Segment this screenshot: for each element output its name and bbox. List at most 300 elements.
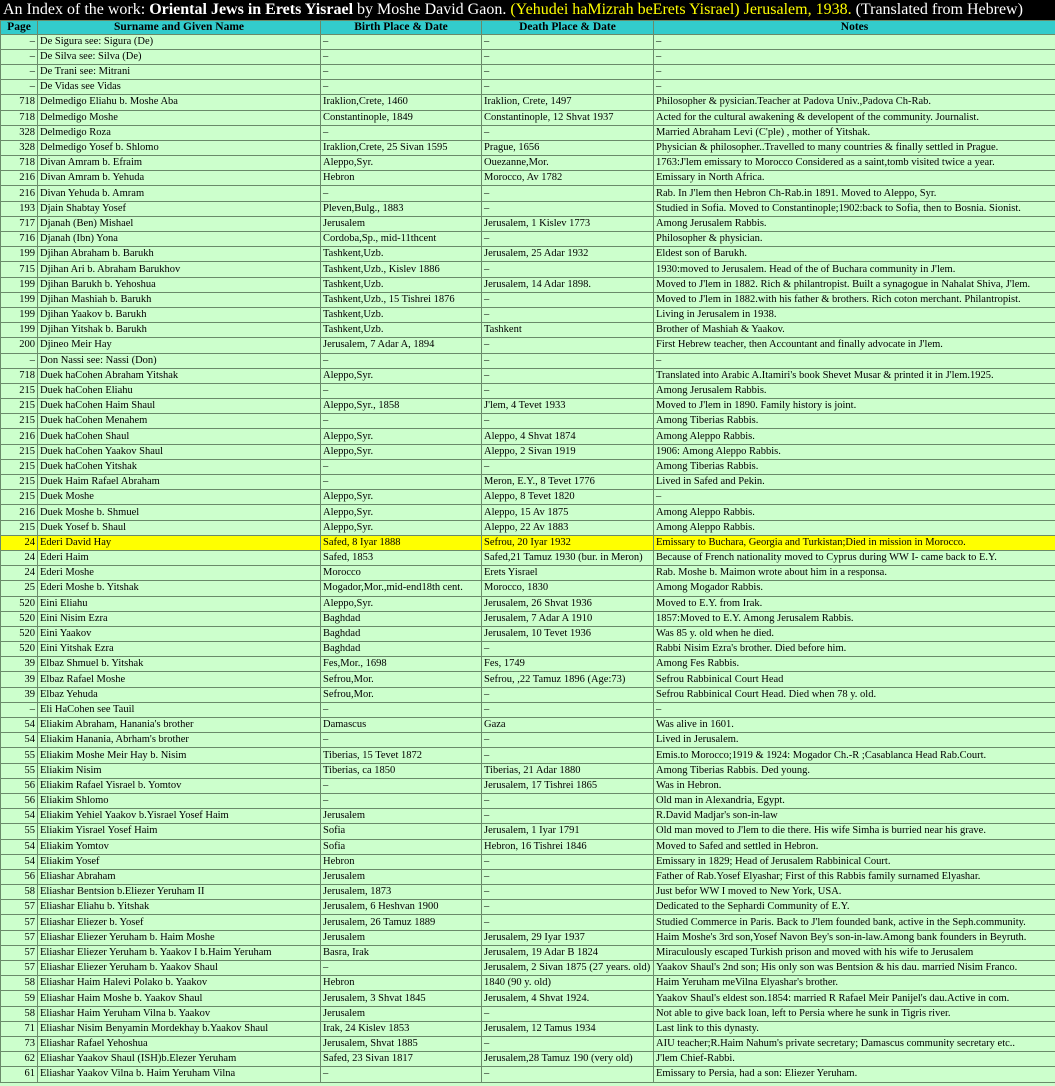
cell-death: Jerusalem, 1 Iyar 1791 bbox=[482, 824, 654, 839]
title-prefix: An Index of the work: bbox=[3, 1, 150, 18]
cell-page: 54 bbox=[1, 854, 38, 869]
cell-death: Morocco, 1830 bbox=[482, 581, 654, 596]
cell-birth: – bbox=[321, 186, 482, 201]
cell-name: Duek haCohen Haim Shaul bbox=[38, 399, 321, 414]
cell-name: Eini Yaakov bbox=[38, 626, 321, 641]
table-row bbox=[1, 642, 1055, 657]
cell-name: Ederi Moshe b. Yitshak bbox=[38, 581, 321, 596]
cell-page: 24 bbox=[1, 566, 38, 581]
cell-notes: – bbox=[654, 80, 1055, 95]
cell-page: 39 bbox=[1, 657, 38, 672]
cell-death: Jerusalem,28 Tamuz 190 (very old) bbox=[482, 1052, 654, 1067]
cell-death: – bbox=[482, 307, 654, 322]
cell-death: Morocco, Av 1782 bbox=[482, 171, 654, 186]
title-hebrew: (Yehudei haMizrah beErets Yisrael) Jerusalem, 1938. bbox=[510, 1, 852, 18]
cell-notes: Emissary in North Africa. bbox=[654, 171, 1055, 186]
cell-notes: Was 85 y. old when he died. bbox=[654, 626, 1055, 641]
cell-page: 25 bbox=[1, 581, 38, 596]
table-row bbox=[1, 490, 1055, 505]
table-row bbox=[1, 505, 1055, 520]
table-row bbox=[1, 793, 1055, 808]
table-row bbox=[1, 945, 1055, 960]
cell-birth: – bbox=[321, 475, 482, 490]
cell-name: Eliashar Eliezer Yeruham b. Yaakov I b.Haim Yeruham bbox=[38, 945, 321, 960]
cell-notes: Among Jerusalem Rabbis. bbox=[654, 383, 1055, 398]
cell-page: 56 bbox=[1, 793, 38, 808]
cell-notes: Was alive in 1601. bbox=[654, 718, 1055, 733]
cell-name: Eini Nisim Ezra bbox=[38, 611, 321, 626]
cell-name: Divan Yehuda b. Amram bbox=[38, 186, 321, 201]
cell-name: Duek Yosef b. Shaul bbox=[38, 520, 321, 535]
cell-notes: – bbox=[654, 353, 1055, 368]
table-row bbox=[1, 307, 1055, 322]
cell-name: Delmedigo Yosef b. Shlomo bbox=[38, 140, 321, 155]
cell-death: Jerusalem, 12 Tamus 1934 bbox=[482, 1021, 654, 1036]
page-title bbox=[0, 0, 1055, 20]
cell-page: 199 bbox=[1, 277, 38, 292]
cell-birth: Cordoba,Sp., mid-11thcent bbox=[321, 232, 482, 247]
cell-page: 216 bbox=[1, 186, 38, 201]
cell-birth: Aleppo,Syr. bbox=[321, 520, 482, 535]
cell-page: 718 bbox=[1, 110, 38, 125]
cell-death: – bbox=[482, 748, 654, 763]
cell-name: Eliashar Haim Yeruham Vilna b. Yaakov bbox=[38, 1006, 321, 1021]
cell-name: Djanah (Ibn) Yona bbox=[38, 232, 321, 247]
cell-name: Eliakim Yisrael Yosef Haim bbox=[38, 824, 321, 839]
cell-notes: Was in Hebron. bbox=[654, 778, 1055, 793]
cell-birth: Aleppo,Syr. bbox=[321, 429, 482, 444]
cell-notes: Dedicated to the Sephardi Community of E.Y. bbox=[654, 900, 1055, 915]
cell-notes: 1763:J'lem emissary to Morocco Considered as a saint,tomb visited twice a year. bbox=[654, 156, 1055, 171]
table-row bbox=[1, 581, 1055, 596]
table-row bbox=[1, 535, 1055, 550]
cell-page: 24 bbox=[1, 550, 38, 565]
cell-page: 718 bbox=[1, 156, 38, 171]
cell-page: – bbox=[1, 34, 38, 49]
table-row bbox=[1, 763, 1055, 778]
cell-page: 717 bbox=[1, 216, 38, 231]
cell-birth: Pleven,Bulg., 1883 bbox=[321, 201, 482, 216]
cell-birth: Morocco bbox=[321, 566, 482, 581]
cell-death: – bbox=[482, 733, 654, 748]
cell-death: 1840 (90 y. old) bbox=[482, 976, 654, 991]
cell-name: Djihan Mashiah b. Barukh bbox=[38, 292, 321, 307]
cell-name: Elbaz Yehuda bbox=[38, 687, 321, 702]
cell-birth: Jerusalem, 26 Tamuz 1889 bbox=[321, 915, 482, 930]
cell-name: Djihan Barukh b. Yehoshua bbox=[38, 277, 321, 292]
cell-notes: Miraculously escaped Turkish prison and moved with his wife to Jerusalem bbox=[654, 945, 1055, 960]
cell-birth: – bbox=[321, 353, 482, 368]
cell-name: Eliashar Eliezer Yeruham b. Yaakov Shaul bbox=[38, 961, 321, 976]
cell-page: 54 bbox=[1, 718, 38, 733]
cell-page: 215 bbox=[1, 383, 38, 398]
cell-name: Eli HaCohen see Tauil bbox=[38, 702, 321, 717]
table-row bbox=[1, 869, 1055, 884]
cell-name: Ederi David Hay bbox=[38, 535, 321, 550]
cell-death: – bbox=[482, 885, 654, 900]
table-row bbox=[1, 140, 1055, 155]
cell-notes: 1906: Among Aleppo Rabbis. bbox=[654, 444, 1055, 459]
cell-name: Duek haCohen Yitshak bbox=[38, 459, 321, 474]
cell-death: Jerusalem, 4 Shvat 1924. bbox=[482, 991, 654, 1006]
cell-notes: Old man moved to J'lem to die there. His wife Simha is burried near his grave. bbox=[654, 824, 1055, 839]
cell-name: Eliakim Hanania, Abrham's brother bbox=[38, 733, 321, 748]
cell-notes: Among Aleppo Rabbis. bbox=[654, 520, 1055, 535]
cell-notes: AIU teacher;R.Haim Nahum's private secretary; Damascus community secretary etc.. bbox=[654, 1036, 1055, 1051]
cell-name: Djihan Yitshak b. Barukh bbox=[38, 323, 321, 338]
table-row bbox=[1, 277, 1055, 292]
cell-birth: Safed, 23 Sivan 1817 bbox=[321, 1052, 482, 1067]
cell-birth: Tashkent,Uzb., Kislev 1886 bbox=[321, 262, 482, 277]
cell-birth: Tashkent,Uzb. bbox=[321, 277, 482, 292]
cell-name: Duek Moshe b. Shmuel bbox=[38, 505, 321, 520]
cell-birth: – bbox=[321, 64, 482, 79]
cell-page: 215 bbox=[1, 399, 38, 414]
cell-notes: Haim Moshe's 3rd son,Yosef Navon Bey's son-in-law.Among bank founders in Beyruth. bbox=[654, 930, 1055, 945]
cell-name: De Sigura see: Sigura (De) bbox=[38, 34, 321, 49]
cell-name: Djihan Ari b. Abraham Barukhov bbox=[38, 262, 321, 277]
cell-death: – bbox=[482, 201, 654, 216]
cell-page: 520 bbox=[1, 626, 38, 641]
table-row bbox=[1, 961, 1055, 976]
table-row bbox=[1, 186, 1055, 201]
table-row bbox=[1, 1067, 1055, 1082]
cell-death: – bbox=[482, 368, 654, 383]
title-note: (Translated from Hebrew) bbox=[851, 1, 1023, 18]
cell-page: 58 bbox=[1, 976, 38, 991]
cell-birth: – bbox=[321, 733, 482, 748]
cell-name: Eini Yitshak Ezra bbox=[38, 642, 321, 657]
cell-page: 200 bbox=[1, 338, 38, 353]
cell-page: 55 bbox=[1, 763, 38, 778]
cell-birth: Jerusalem bbox=[321, 869, 482, 884]
table-row bbox=[1, 1036, 1055, 1051]
table-row bbox=[1, 201, 1055, 216]
cell-birth: Jerusalem bbox=[321, 1006, 482, 1021]
table-row bbox=[1, 687, 1055, 702]
cell-birth: Irak, 24 Kislev 1853 bbox=[321, 1021, 482, 1036]
cell-birth: – bbox=[321, 793, 482, 808]
cell-notes: Rab. Moshe b. Maimon wrote about him in a responsa. bbox=[654, 566, 1055, 581]
cell-name: Duek haCohen Abraham Yitshak bbox=[38, 368, 321, 383]
table-row bbox=[1, 824, 1055, 839]
cell-notes: Eldest son of Barukh. bbox=[654, 247, 1055, 262]
table-row bbox=[1, 672, 1055, 687]
table-row bbox=[1, 1052, 1055, 1067]
cell-page: – bbox=[1, 80, 38, 95]
cell-birth: Tashkent,Uzb. bbox=[321, 307, 482, 322]
cell-name: Eliashar Rafael Yehoshua bbox=[38, 1036, 321, 1051]
cell-birth: – bbox=[321, 49, 482, 64]
cell-death: J'lem, 4 Tevet 1933 bbox=[482, 399, 654, 414]
cell-name: Eliakim Abraham, Hanania's brother bbox=[38, 718, 321, 733]
cell-death: – bbox=[482, 49, 654, 64]
cell-notes: Physician & philosopher..Travelled to many countries & finally settled in Prague. bbox=[654, 140, 1055, 155]
cell-name: Eini Eliahu bbox=[38, 596, 321, 611]
cell-notes: – bbox=[654, 49, 1055, 64]
cell-birth: Constantinople, 1849 bbox=[321, 110, 482, 125]
cell-notes: Among Tiberias Rabbis. Ded young. bbox=[654, 763, 1055, 778]
cell-page: 24 bbox=[1, 535, 38, 550]
cell-page: 520 bbox=[1, 596, 38, 611]
table-row bbox=[1, 444, 1055, 459]
cell-notes: Yaakov Shaul's eldest son.1854: married R Rafael Meir Panijel's dau.Active in com. bbox=[654, 991, 1055, 1006]
cell-notes: 1930:moved to Jerusalem. Head of the of Buchara community in J'lem. bbox=[654, 262, 1055, 277]
cell-notes: Not able to give back loan, left to Persia where he sunk in Tigris river. bbox=[654, 1006, 1055, 1021]
cell-birth: Tiberias, ca 1850 bbox=[321, 763, 482, 778]
cell-death: Jerusalem, 1 Kislev 1773 bbox=[482, 216, 654, 231]
cell-name: Eliashar Eliezer b. Yosef bbox=[38, 915, 321, 930]
cell-name: Eliakim Nisim bbox=[38, 763, 321, 778]
cell-death: Gaza bbox=[482, 718, 654, 733]
cell-page: 39 bbox=[1, 687, 38, 702]
cell-page: 216 bbox=[1, 429, 38, 444]
cell-birth: – bbox=[321, 383, 482, 398]
cell-death: Iraklion, Crete, 1497 bbox=[482, 95, 654, 110]
cell-notes: – bbox=[654, 702, 1055, 717]
cell-name: Divan Amram b. Efraim bbox=[38, 156, 321, 171]
index-table bbox=[0, 20, 1055, 1083]
cell-page: 54 bbox=[1, 733, 38, 748]
cell-death: Jerusalem, 17 Tishrei 1865 bbox=[482, 778, 654, 793]
cell-death: – bbox=[482, 915, 654, 930]
cell-death: Prague, 1656 bbox=[482, 140, 654, 155]
cell-notes: Emissary in 1829; Head of Jerusalem Rabbinical Court. bbox=[654, 854, 1055, 869]
table-row bbox=[1, 702, 1055, 717]
cell-page: 216 bbox=[1, 505, 38, 520]
cell-name: Eliashar Eliahu b. Yitshak bbox=[38, 900, 321, 915]
cell-birth: Sefrou,Mor. bbox=[321, 687, 482, 702]
cell-name: Elbaz Rafael Moshe bbox=[38, 672, 321, 687]
cell-name: Duek haCohen Eliahu bbox=[38, 383, 321, 398]
cell-birth: Aleppo,Syr. bbox=[321, 596, 482, 611]
cell-notes: Last link to this dynasty. bbox=[654, 1021, 1055, 1036]
cell-notes: Married Abraham Levi (C'ple) , mother of Yitshak. bbox=[654, 125, 1055, 140]
cell-page: 57 bbox=[1, 945, 38, 960]
cell-notes: Among Fes Rabbis. bbox=[654, 657, 1055, 672]
cell-birth: Mogador,Mor.,mid-end18th cent. bbox=[321, 581, 482, 596]
cell-death: Constantinople, 12 Shvat 1937 bbox=[482, 110, 654, 125]
cell-page: 73 bbox=[1, 1036, 38, 1051]
cell-name: Djihan Abraham b. Barukh bbox=[38, 247, 321, 262]
table-row bbox=[1, 110, 1055, 125]
cell-page: 193 bbox=[1, 201, 38, 216]
cell-death: – bbox=[482, 232, 654, 247]
cell-name: Delmedigo Moshe bbox=[38, 110, 321, 125]
column-header-page: Page bbox=[1, 21, 38, 35]
table-row bbox=[1, 64, 1055, 79]
cell-page: 59 bbox=[1, 991, 38, 1006]
table-row bbox=[1, 323, 1055, 338]
cell-death: – bbox=[482, 900, 654, 915]
cell-notes: Haim Yeruham meVilna Elyashar's brother. bbox=[654, 976, 1055, 991]
table-row bbox=[1, 399, 1055, 414]
cell-page: 55 bbox=[1, 824, 38, 839]
cell-page: 215 bbox=[1, 414, 38, 429]
cell-name: Ederi Moshe bbox=[38, 566, 321, 581]
table-row bbox=[1, 839, 1055, 854]
cell-death: Aleppo, 22 Av 1883 bbox=[482, 520, 654, 535]
cell-page: 71 bbox=[1, 1021, 38, 1036]
cell-notes: First Hebrew teacher, then Accountant and finally advocate in J'lem. bbox=[654, 338, 1055, 353]
cell-death: – bbox=[482, 869, 654, 884]
header-row bbox=[1, 21, 1055, 35]
cell-name: Eliashar Abraham bbox=[38, 869, 321, 884]
cell-notes: Rabbi Nisim Ezra's brother. Died before him. bbox=[654, 642, 1055, 657]
cell-death: Jerusalem, 26 Shvat 1936 bbox=[482, 596, 654, 611]
cell-death: – bbox=[482, 353, 654, 368]
cell-notes: Among Tiberias Rabbis. bbox=[654, 459, 1055, 474]
cell-name: Eliakim Moshe Meir Hay b. Nisim bbox=[38, 748, 321, 763]
cell-page: 39 bbox=[1, 672, 38, 687]
table-row bbox=[1, 809, 1055, 824]
cell-birth: – bbox=[321, 1067, 482, 1082]
cell-page: 520 bbox=[1, 642, 38, 657]
cell-birth: Jerusalem, 1873 bbox=[321, 885, 482, 900]
cell-birth: Baghdad bbox=[321, 626, 482, 641]
cell-page: 199 bbox=[1, 292, 38, 307]
cell-notes: Studied Commerce in Paris. Back to J'lem founded bank, active in the Seph.community. bbox=[654, 915, 1055, 930]
cell-name: Delmedigo Eliahu b. Moshe Aba bbox=[38, 95, 321, 110]
cell-death: – bbox=[482, 292, 654, 307]
cell-death: – bbox=[482, 809, 654, 824]
cell-notes: Living in Jerusalem in 1938. bbox=[654, 307, 1055, 322]
cell-death: – bbox=[482, 262, 654, 277]
cell-birth: – bbox=[321, 34, 482, 49]
cell-birth: Baghdad bbox=[321, 611, 482, 626]
table-row bbox=[1, 626, 1055, 641]
cell-birth: Jerusalem, 3 Shvat 1845 bbox=[321, 991, 482, 1006]
table-row bbox=[1, 976, 1055, 991]
cell-page: 54 bbox=[1, 839, 38, 854]
cell-birth: Jerusalem bbox=[321, 809, 482, 824]
cell-death: – bbox=[482, 34, 654, 49]
cell-notes: Moved to Safed and settled in Hebron. bbox=[654, 839, 1055, 854]
table-row bbox=[1, 429, 1055, 444]
cell-page: 215 bbox=[1, 475, 38, 490]
cell-birth: Basra, Irak bbox=[321, 945, 482, 960]
table-row bbox=[1, 232, 1055, 247]
cell-birth: Aleppo,Syr. bbox=[321, 505, 482, 520]
cell-page: 57 bbox=[1, 961, 38, 976]
cell-birth: Tashkent,Uzb., 15 Tishrei 1876 bbox=[321, 292, 482, 307]
cell-name: De Silva see: Silva (De) bbox=[38, 49, 321, 64]
table-row bbox=[1, 930, 1055, 945]
cell-birth: Safed, 1853 bbox=[321, 550, 482, 565]
cell-name: Duek Moshe bbox=[38, 490, 321, 505]
cell-notes: – bbox=[654, 64, 1055, 79]
table-row bbox=[1, 292, 1055, 307]
cell-death: Aleppo, 2 Sivan 1919 bbox=[482, 444, 654, 459]
cell-death: Erets Yisrael bbox=[482, 566, 654, 581]
cell-notes: Father of Rab.Yosef Elyashar; First of this Rabbis family surnamed Elyashar. bbox=[654, 869, 1055, 884]
cell-birth: Jerusalem, 6 Heshvan 1900 bbox=[321, 900, 482, 915]
cell-death: – bbox=[482, 793, 654, 808]
cell-name: Eliakim Yehiel Yaakov b.Yisrael Yosef Haim bbox=[38, 809, 321, 824]
cell-page: – bbox=[1, 49, 38, 64]
column-header-birth: Birth Place & Date bbox=[321, 21, 482, 35]
cell-birth: Damascus bbox=[321, 718, 482, 733]
cell-notes: Philosopher & physician. bbox=[654, 232, 1055, 247]
cell-notes: Acted for the cultural awakening & developent of the community. Journalist. bbox=[654, 110, 1055, 125]
cell-death: – bbox=[482, 186, 654, 201]
cell-name: Duek Haim Rafael Abraham bbox=[38, 475, 321, 490]
cell-birth: Jerusalem, Shvat 1885 bbox=[321, 1036, 482, 1051]
cell-name: Delmedigo Roza bbox=[38, 125, 321, 140]
cell-name: Don Nassi see: Nassi (Don) bbox=[38, 353, 321, 368]
cell-name: Eliashar Yaakov Shaul (ISH)b.Elezer Yeruham bbox=[38, 1052, 321, 1067]
cell-page: 61 bbox=[1, 1067, 38, 1082]
cell-notes: Yaakov Shaul's 2nd son; His only son was Bentsion & his dau. married Nisim Franco. bbox=[654, 961, 1055, 976]
cell-page: 716 bbox=[1, 232, 38, 247]
cell-death: Aleppo, 4 Shvat 1874 bbox=[482, 429, 654, 444]
cell-page: 328 bbox=[1, 125, 38, 140]
cell-notes: Lived in Jerusalem. bbox=[654, 733, 1055, 748]
cell-page: 215 bbox=[1, 520, 38, 535]
cell-death: – bbox=[482, 459, 654, 474]
cell-page: – bbox=[1, 702, 38, 717]
cell-death: – bbox=[482, 702, 654, 717]
cell-birth: Aleppo,Syr. bbox=[321, 444, 482, 459]
cell-name: Duek haCohen Menahem bbox=[38, 414, 321, 429]
cell-notes: Old man in Alexandria, Egypt. bbox=[654, 793, 1055, 808]
cell-death: Jerusalem, 25 Adar 1932 bbox=[482, 247, 654, 262]
table-row bbox=[1, 171, 1055, 186]
cell-birth: Hebron bbox=[321, 976, 482, 991]
cell-notes: Sefrou Rabbinical Court Head bbox=[654, 672, 1055, 687]
cell-notes: 1857:Moved to E.Y. Among Jerusalem Rabbis. bbox=[654, 611, 1055, 626]
cell-page: 216 bbox=[1, 171, 38, 186]
table-row bbox=[1, 80, 1055, 95]
cell-page: 718 bbox=[1, 95, 38, 110]
table-row bbox=[1, 34, 1055, 49]
cell-notes: Emis.to Morocco;1919 & 1924: Mogador Ch.-R ;Casablanca Head Rab.Court. bbox=[654, 748, 1055, 763]
cell-birth: – bbox=[321, 125, 482, 140]
cell-death: – bbox=[482, 854, 654, 869]
cell-page: – bbox=[1, 353, 38, 368]
cell-death: Jerusalem, 10 Tevet 1936 bbox=[482, 626, 654, 641]
cell-death: – bbox=[482, 1006, 654, 1021]
cell-notes: Moved to J'lem in 1882.with his father & brothers. Rich coton merchant. Philantropist. bbox=[654, 292, 1055, 307]
table-row bbox=[1, 900, 1055, 915]
cell-page: 55 bbox=[1, 748, 38, 763]
table-row bbox=[1, 566, 1055, 581]
cell-death: – bbox=[482, 1036, 654, 1051]
table-row bbox=[1, 778, 1055, 793]
cell-death: – bbox=[482, 687, 654, 702]
cell-page: 58 bbox=[1, 1006, 38, 1021]
cell-notes: Emissary to Buchara, Georgia and Turkistan;Died in mission in Morocco. bbox=[654, 535, 1055, 550]
table-row bbox=[1, 125, 1055, 140]
cell-page: 328 bbox=[1, 140, 38, 155]
cell-name: Divan Amram b. Yehuda bbox=[38, 171, 321, 186]
cell-page: 215 bbox=[1, 490, 38, 505]
cell-name: Eliashar Eliezer Yeruham b. Haim Moshe bbox=[38, 930, 321, 945]
cell-name: Eliashar Haim Halevi Polako b. Yaakov bbox=[38, 976, 321, 991]
column-header-death: Death Place & Date bbox=[482, 21, 654, 35]
cell-page: 57 bbox=[1, 915, 38, 930]
cell-notes: Philosopher & pysician.Teacher at Padova Univ.,Padova Ch-Rab. bbox=[654, 95, 1055, 110]
cell-death: Safed,21 Tamuz 1930 (bur. in Meron) bbox=[482, 550, 654, 565]
cell-death: Jerusalem, 14 Adar 1898. bbox=[482, 277, 654, 292]
cell-birth: – bbox=[321, 414, 482, 429]
cell-death: Sefrou, ,22 Tamuz 1896 (Age:73) bbox=[482, 672, 654, 687]
table-row bbox=[1, 657, 1055, 672]
table-row bbox=[1, 915, 1055, 930]
cell-page: 62 bbox=[1, 1052, 38, 1067]
cell-death: – bbox=[482, 642, 654, 657]
cell-page: 715 bbox=[1, 262, 38, 277]
